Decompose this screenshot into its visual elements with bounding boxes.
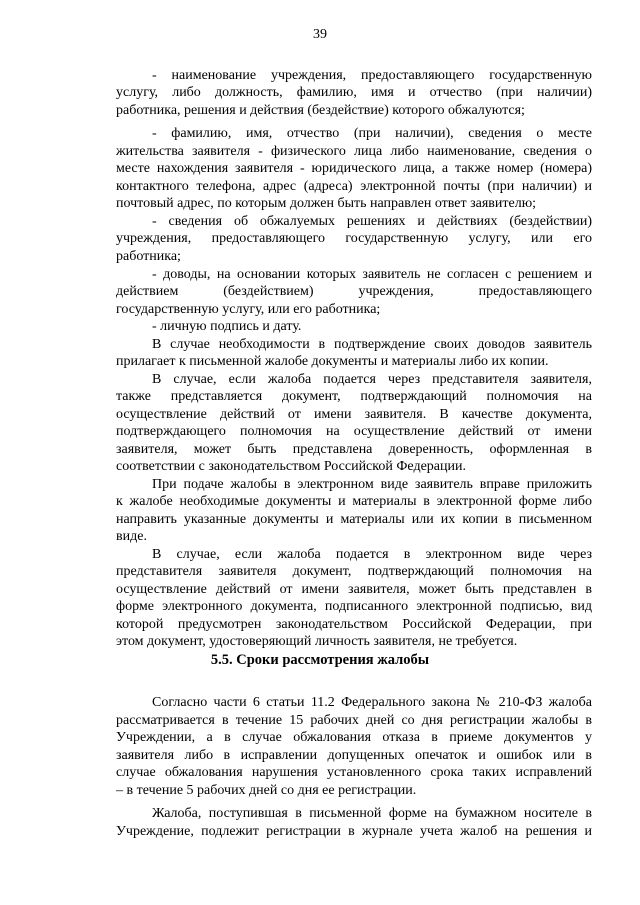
text-line: месте нахождения заявителя - юридического лица, а также номер (номера): [116, 161, 592, 176]
text-line: прилагает к письменной жалобе документы и материалы либо их копии.: [116, 354, 549, 369]
text-line: этом документ, удостоверяющий личность заявителя, не требуется.: [116, 634, 518, 649]
text-line: действием (бездействием) учреждения, предоставляющего: [116, 284, 592, 299]
text-line: - наименование учреждения, предоставляющего государственную: [152, 68, 592, 83]
text-line: услугу, либо должность, фамилию, имя и отчество (при наличии): [116, 85, 592, 100]
text-line: осуществление действий от имени заявителя. В качестве документа,: [116, 407, 592, 422]
text-line: работника, решения и действия (бездействие) которого обжалуются;: [116, 103, 525, 118]
text-line: соответствии с законодательством Российской Федерации.: [116, 459, 466, 474]
text-line: представителя заявителя документ, подтверждающий полномочия на: [116, 564, 592, 579]
page-number: 39: [313, 27, 327, 42]
text-line: которой предусмотрен законодательством Российской Федерации, при: [116, 617, 592, 632]
text-line: Согласно части 6 статьи 11.2 Федерального закона № 210-ФЗ жалоба: [152, 695, 592, 710]
text-line: рассматривается в течение 15 рабочих дней со дня регистрации жалобы в: [116, 713, 592, 728]
text-line: контактного телефона, адрес (адреса) электронной почты (при наличии) и: [116, 179, 592, 194]
text-line: В случае, если жалоба подается в электронном виде через: [152, 547, 592, 562]
text-line: государственную услугу, или его работника;: [116, 302, 381, 317]
text-line: работника;: [116, 249, 181, 264]
text-line: - сведения об обжалуемых решениях и действиях (бездействии): [152, 214, 592, 229]
text-line: случае обжалования нарушения установленного срока таких исправлений: [116, 765, 592, 780]
text-line: виде.: [116, 529, 147, 544]
text-line: При подаче жалобы в электронном виде заявитель вправе приложить: [152, 477, 592, 492]
text-line: почтовый адрес, по которым должен быть направлен ответ заявителю;: [116, 196, 537, 211]
text-line: к жалобе необходимые документы и материалы в электронной форме либо: [116, 494, 592, 509]
text-line: - личную подпись и дату.: [152, 319, 302, 334]
text-line: учреждения, предоставляющего государственную услугу, или его: [116, 231, 592, 246]
text-line: жительства заявителя - физического лица либо наименование, сведения о: [116, 144, 592, 159]
text-line: заявителя либо в исправлении допущенных опечаток и ошибок или в: [116, 748, 592, 763]
text-line: заявителя, может быть представлена доверенность, оформленная в: [116, 442, 592, 457]
text-line: Учреждении, а в случае обжалования отказа в приеме документов у: [116, 730, 592, 745]
text-line: В случае необходимости в подтверждение своих доводов заявитель: [152, 337, 592, 352]
text-line: В случае, если жалоба подается через представителя заявителя,: [152, 372, 592, 387]
text-line: Жалоба, поступившая в письменной форме на бумажном носителе в: [152, 806, 592, 821]
text-line: форме электронного документа, подписанного электронной подписью, вид: [116, 599, 592, 614]
text-line: направить указанные документы и материалы или их копии в письменном: [116, 512, 592, 527]
text-line: подтверждающего полномочия на осуществление действий от имени: [116, 424, 592, 439]
text-line: осуществление действий от имени заявителя, может быть представлен в: [116, 582, 592, 597]
text-line: - доводы, на основании которых заявитель не согласен с решением и: [152, 267, 592, 282]
text-line: Учреждение, подлежит регистрации в журнале учета жалоб на решения и: [116, 824, 592, 839]
section-heading: 5.5. Сроки рассмотрения жалобы: [210, 652, 430, 668]
text-line: также представляется документ, подтверждающий полномочия на: [116, 389, 592, 404]
text-line: – в течение 5 рабочих дней со дня ее регистрации.: [116, 783, 417, 798]
text-line: - фамилию, имя, отчество (при наличии), сведения о месте: [152, 126, 592, 141]
